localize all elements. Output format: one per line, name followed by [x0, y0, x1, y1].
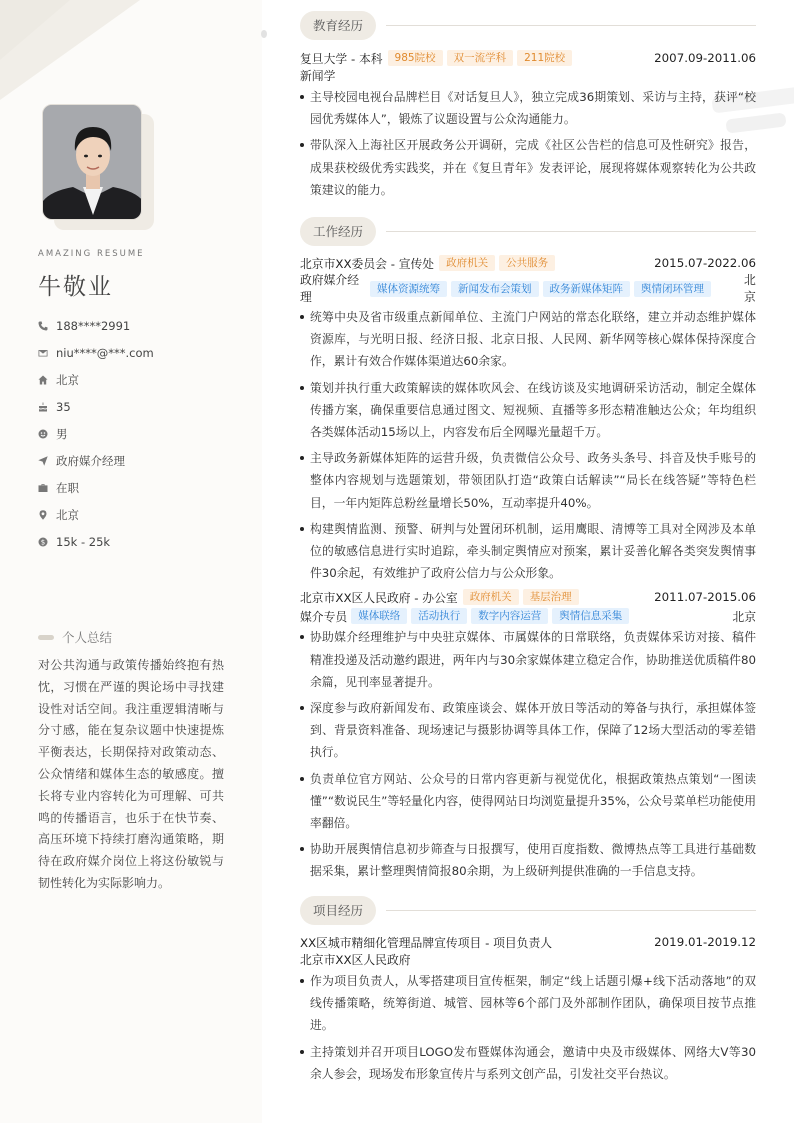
avatar	[42, 104, 142, 220]
summary-title: 个人总结	[62, 630, 113, 645]
section-header	[300, 895, 756, 925]
education-bullets	[300, 86, 756, 201]
info-city	[38, 501, 154, 528]
job-position-row	[300, 606, 756, 626]
skill-tag: 数字内容运营	[471, 608, 548, 624]
age-text: 35	[56, 399, 71, 414]
education-major: 新闻学	[300, 69, 336, 83]
school-name: 复旦大学 - 本科	[300, 51, 383, 66]
section-divider	[386, 231, 756, 232]
education-header-row	[300, 49, 756, 67]
decorative-dot	[261, 30, 267, 38]
brand-label: AMAZING RESUME	[38, 249, 145, 259]
job-org: 北京市XX委员会 - 宣传处	[300, 256, 435, 271]
phone-text: 188****2991	[56, 318, 131, 333]
list-item: 带队深入上海社区开展政务公开调研，完成《社区公告栏的信息可及性研究》报告，成果获校级优秀实践奖，并在《复旦青年》发表评论，展现将媒体观察转化为公共政策建议的能力。	[300, 134, 756, 201]
skill-tag: 媒体资源统筹	[370, 281, 447, 297]
list-item: 主持策划并召开项目LOGO发布暨媒体沟通会，邀请中央及市级媒体、网络大V等30余人参会，现场发布形象宣传片与系列文创产品，引发社交平台热议。	[300, 1041, 756, 1085]
job-bullets	[300, 306, 756, 584]
briefcase-icon	[38, 483, 48, 493]
list-item: 构建舆情监测、预警、研判与处置闭环机制，运用鹰眼、清博等工具对全网涉及本单位的敏感信息进行实时追踪，牵头制定舆情应对预案，累计妥善化解各类突发舆情事件30余起，有效维护了政府公信力与公众形象。	[300, 518, 756, 585]
list-item: 统筹中央及省市级重点新闻单位、主流门户网站的常态化联络，建立并动态维护媒体资源库，与光明日报、经济日报、北京日报、人民网、新华网等核心媒体保持深度合作，累计有效合作媒体渠道达60余家。	[300, 306, 756, 373]
info-home	[38, 366, 154, 393]
gender-icon	[38, 429, 48, 439]
info-position	[38, 447, 154, 474]
contact-info-list	[38, 312, 154, 555]
email-text: niu****@***.com	[56, 345, 154, 360]
job-tag: 政府机关	[439, 255, 495, 271]
sidebar	[0, 0, 262, 1123]
cake-icon	[38, 402, 48, 412]
section-header	[300, 10, 756, 40]
skill-tag: 新闻发布会策划	[451, 281, 539, 297]
list-item: 负责单位官方网站、公众号的日常内容更新与视觉优化，根据政策热点策划“一图读懂”“数说民生”等轻量化内容，使得网站日均浏览量提升35%，公众号菜单栏功能使用率翻倍。	[300, 768, 756, 835]
list-item: 深度参与政府新闻发布、政策座谈会、媒体开放日等活动的筹备与执行，承担媒体签到、背景资料准备、现场速记与摄影协调等具体工作，保障了12场大型活动的零差错执行。	[300, 697, 756, 764]
info-gender	[38, 420, 154, 447]
section-title: 工作经历	[300, 217, 376, 246]
project-name: XX区城市精细化管理品牌宣传项目 - 项目负责人	[300, 935, 553, 950]
status-text: 在职	[56, 480, 79, 495]
job-tag: 政府机关	[463, 589, 519, 605]
list-item: 作为项目负责人，从零搭建项目宣传框架，制定“线上话题引爆+线下活动落地”的双线传播策略，统筹街道、城管、园林等6个部门及外部制作团队，确保项目按节点推进。	[300, 970, 756, 1037]
salary-text: 15k - 25k	[56, 534, 111, 549]
position-text: 政府媒介经理	[56, 453, 125, 468]
list-item: 主导政务新媒体矩阵的运营升级，负责微信公众号、政务头条号、抖音及快手账号的整体内容规划与选题策划，带领团队打造“政策白话解读”“局长在线答疑”等特色栏目，一年内矩阵总粉丝量增长50%，互动率提升40%。	[300, 447, 756, 514]
candidate-name: 牛敬业	[38, 274, 113, 300]
salary-icon	[38, 537, 48, 547]
skill-tag: 活动执行	[411, 608, 467, 624]
send-icon	[38, 456, 48, 466]
project-bullets	[300, 970, 756, 1085]
summary-text: 对公共沟通与政策传播始终抱有热忱，习惯在严谨的舆论场中寻找建设性对话空间。我注重逻辑清晰与分寸感，能在复杂议题中快速提炼平衡表达，长期保持对政策动态、公众情绪和媒体生态的敏感度。擅长将专业内容转化为可理解、可共鸣的传播语言，也乐于在快节奏、高压环境下持续打磨沟通策略，期待在政府媒介岗位上将这份敏锐与韧性转化为实际影响力。	[38, 658, 224, 890]
section-divider	[386, 910, 756, 911]
section-header	[300, 216, 756, 246]
info-salary	[38, 528, 154, 555]
list-item: 主导校园电视台品牌栏目《对话复旦人》，独立完成36期策划、采访与主持，获评“校园优秀媒体人”，锻炼了议题设置与公众沟通能力。	[300, 86, 756, 130]
job-position: 政府媒介经理	[300, 273, 359, 304]
school-tag: 211院校	[517, 50, 572, 66]
project-date: 2019.01-2019.12	[654, 935, 756, 949]
gender-text: 男	[56, 426, 68, 441]
home-text: 北京	[56, 372, 79, 387]
skill-tag: 媒体联络	[351, 608, 407, 624]
info-status	[38, 474, 154, 501]
school-tag: 双一流学科	[447, 50, 514, 66]
job-date: 2015.07-2022.06	[654, 256, 756, 270]
school-tag: 985院校	[388, 50, 443, 66]
section-divider	[386, 25, 756, 26]
info-age	[38, 393, 154, 420]
work-section	[300, 216, 756, 883]
info-phone	[38, 312, 154, 339]
section-title: 教育经历	[300, 11, 376, 40]
job-header-row	[300, 588, 756, 606]
list-item: 协助开展舆情信息初步筛查与日报撰写，使用百度指数、微博热点等工具进行基础数据采集，累计整理舆情简报80余期，为上级研判提供准确的一手信息支持。	[300, 838, 756, 882]
skill-tag: 政务新媒体矩阵	[543, 281, 631, 297]
list-item: 策划并执行重大政策解读的媒体吹风会、在线访谈及实地调研采访活动，制定全媒体传播方案，确保重要信息通过图文、短视频、直播等多形态精准触达公众；年均组织各类媒体活动15场以上，内容发布后全网曝光量超千万。	[300, 377, 756, 444]
avatar-portrait-icon	[43, 105, 142, 220]
job-city: 北京	[744, 273, 756, 304]
city-text: 北京	[56, 507, 79, 522]
summary-heading-bar	[38, 635, 54, 640]
job-date: 2011.07-2015.06	[654, 590, 756, 605]
phone-icon	[38, 321, 48, 331]
job-city: 北京	[732, 609, 756, 624]
job-position: 媒介专员	[300, 609, 348, 624]
avatar-frame	[42, 104, 142, 220]
corner-decoration-inner	[0, 0, 70, 60]
home-icon	[38, 375, 48, 385]
job-position-row	[300, 272, 756, 306]
info-email	[38, 339, 154, 366]
job-org: 北京市XX区人民政府 - 办公室	[300, 590, 458, 605]
job-header-row	[300, 254, 756, 272]
location-pin-icon	[38, 510, 48, 520]
education-section	[300, 10, 756, 201]
job-bullets	[300, 626, 756, 882]
skill-tag: 舆情信息采集	[552, 608, 629, 624]
skill-tag: 舆情闭环管理	[634, 281, 711, 297]
job-tag: 公共服务	[499, 255, 555, 271]
job-tag: 基层治理	[523, 589, 579, 605]
list-item: 协助媒介经理维护与中央驻京媒体、市属媒体的日常联络，负责媒体采访对接、稿件精准投递及活动邀约跟进，两年内与30余家媒体建立稳定合作，协助推送优质稿件80余篇，见刊率显著提升。	[300, 626, 756, 693]
project-org: 北京市XX区人民政府	[300, 953, 411, 967]
education-date: 2007.09-2011.06	[654, 51, 756, 65]
svg-text:$: $	[40, 538, 46, 547]
project-section	[300, 895, 756, 1085]
section-title: 项目经历	[300, 896, 376, 925]
email-icon	[38, 348, 48, 358]
project-header-row	[300, 933, 756, 951]
summary-heading	[38, 628, 112, 646]
